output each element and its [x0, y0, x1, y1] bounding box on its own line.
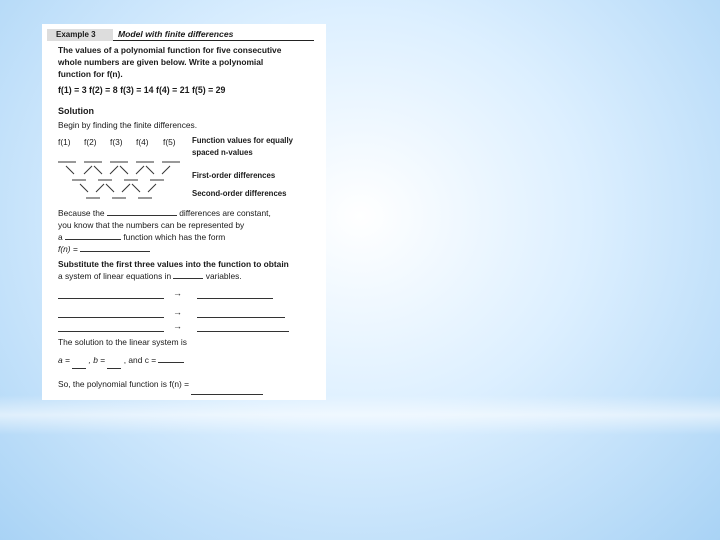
because-1b: differences are constant,	[179, 208, 271, 218]
blank-order-type	[107, 214, 177, 216]
arrow-icon: →	[173, 288, 182, 298]
background-stripe	[0, 395, 720, 435]
values-line: f(1) = 3 f(2) = 8 f(3) = 14 f(4) = 21 f(5) = 29	[58, 85, 226, 95]
blank-variable-count	[173, 277, 203, 279]
difference-diagram	[56, 150, 186, 202]
because-line-3	[58, 232, 225, 243]
substitute-2a: a system of linear equations in	[58, 271, 172, 281]
diff-header-5: f(5)	[163, 137, 176, 147]
blank-a	[72, 367, 86, 369]
arrow-icon: →	[173, 307, 182, 317]
header-rule	[113, 40, 314, 41]
solution-system-text: The solution to the linear system is	[58, 337, 187, 347]
equation-3-blank	[58, 331, 164, 332]
poly-line	[58, 379, 263, 390]
diff-header-2: f(2)	[84, 137, 97, 147]
solution-heading: Solution	[58, 106, 94, 116]
blank-function-type	[65, 238, 121, 240]
abc-a: a =	[58, 355, 70, 365]
because-3a: a	[58, 232, 63, 242]
diff-header-3: f(3)	[110, 137, 123, 147]
second-order-label: Second-order differences	[192, 189, 287, 198]
first-order-label: First-order differences	[192, 171, 276, 180]
begin-text: Begin by finding the finite differences.	[58, 120, 198, 130]
equation-2-blank	[58, 317, 164, 318]
because-line-1	[58, 208, 271, 219]
substitute-line-2	[58, 271, 242, 282]
function-values-label-2: spaced n-values	[192, 148, 253, 157]
arrow-icon: →	[173, 321, 182, 331]
because-line-4	[58, 244, 150, 255]
abc-c: , and c =	[123, 355, 157, 365]
blank-function-form	[80, 250, 150, 252]
blank-polynomial	[191, 393, 263, 395]
equation-2-result-blank	[197, 317, 285, 318]
substitute-2b: variables.	[205, 271, 242, 281]
intro-line-3: function for f(n).	[58, 69, 123, 79]
poly-text: So, the polynomial function is f(n) =	[58, 379, 190, 389]
example-title: Model with finite differences	[118, 29, 234, 39]
diff-header-1: f(1)	[58, 137, 71, 147]
blank-b	[107, 367, 121, 369]
abc-b: , b =	[88, 355, 106, 365]
substitute-line-1: Substitute the first three values into the function to obtain	[58, 259, 289, 269]
because-1a: Because the	[58, 208, 105, 218]
abc-line	[58, 355, 184, 366]
equation-3-result-blank	[197, 331, 289, 332]
because-3b: function which has the form	[123, 232, 226, 242]
example-label: Example 3	[56, 30, 96, 39]
intro-line-1: The values of a polynomial function for five consecutive	[58, 45, 282, 55]
blank-c	[158, 361, 184, 363]
equation-1-result-blank	[197, 298, 273, 299]
diff-header-4: f(4)	[136, 137, 149, 147]
because-4: f(n) =	[58, 244, 78, 254]
function-values-label-1: Function values for equally	[192, 136, 293, 145]
because-line-2: you know that the numbers can be represented by	[58, 220, 245, 230]
equation-1-blank	[58, 298, 164, 299]
intro-line-2: whole numbers are given below. Write a polynomial	[58, 57, 264, 67]
worksheet-image	[42, 24, 326, 400]
